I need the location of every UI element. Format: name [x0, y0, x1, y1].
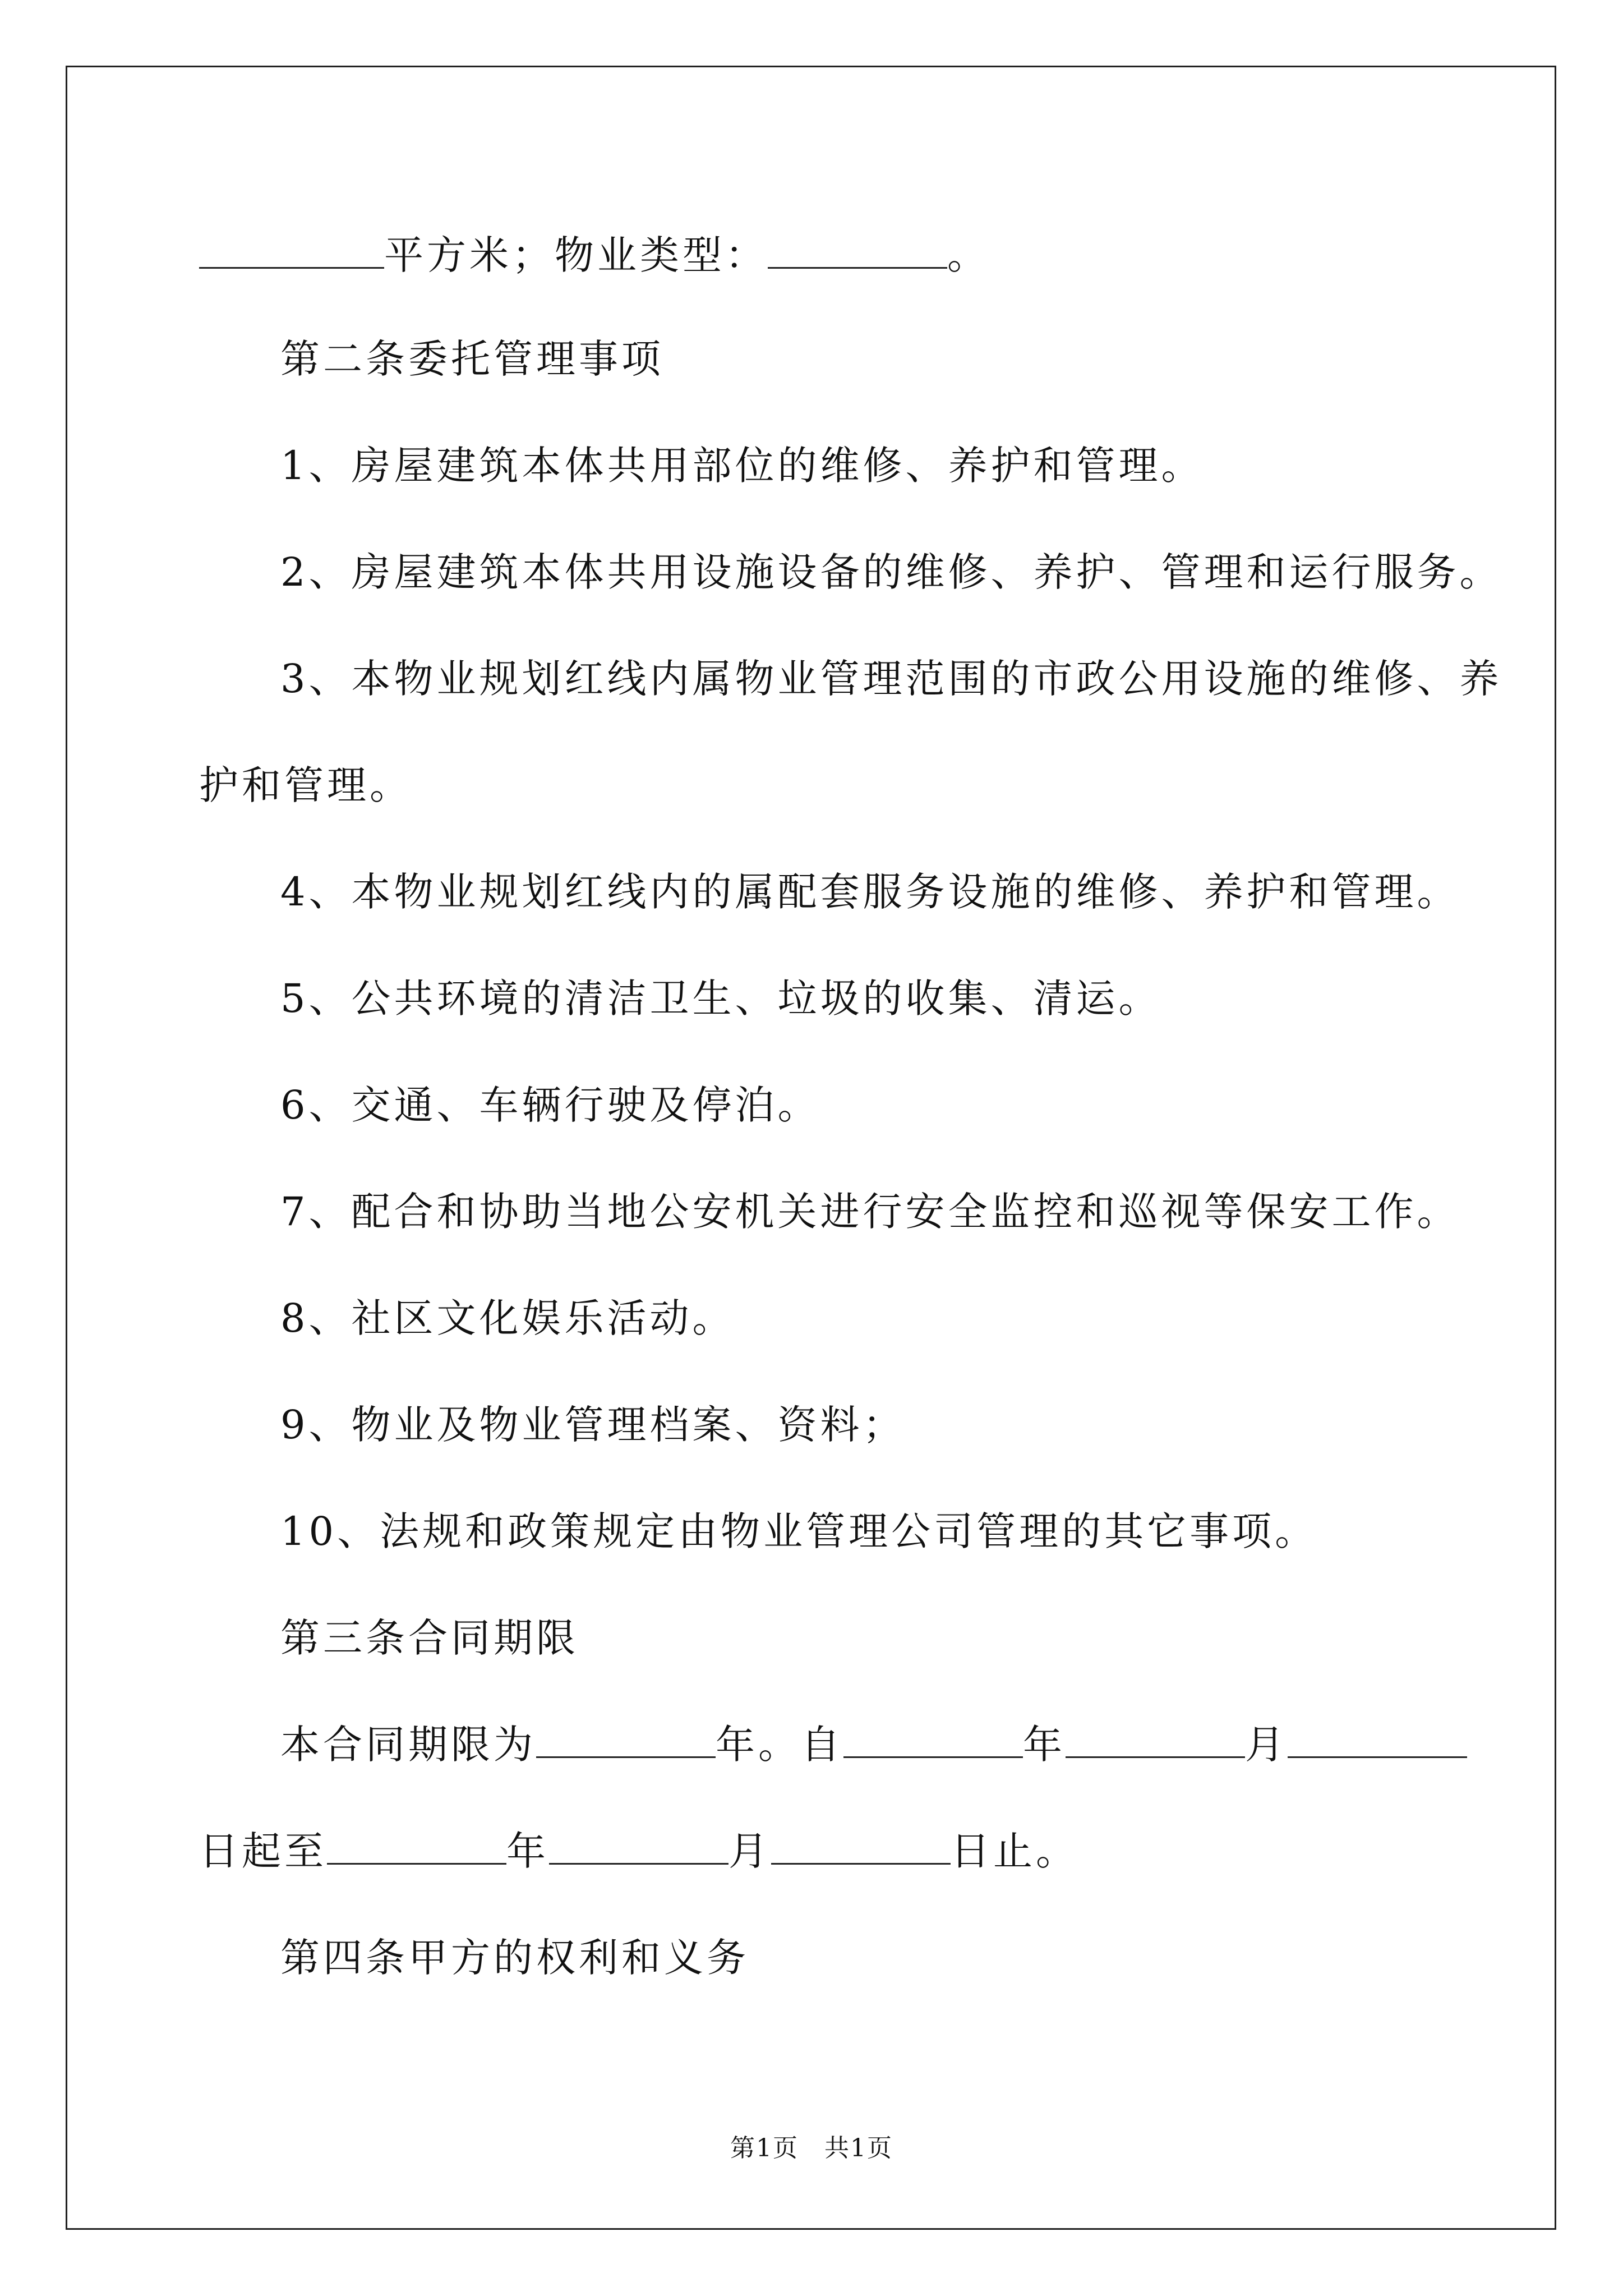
contract-term-line [280, 1717, 1467, 1773]
end-month-blank[interactable] [549, 1828, 728, 1865]
item-8: 8、社区文化娱乐活动。 [280, 1295, 735, 1341]
item-1: 1、房屋建筑本体共用部位的维修、养护和管理。 [280, 443, 1204, 489]
end-year-label: 年 [506, 1828, 549, 1874]
property-type-blank[interactable] [768, 232, 947, 269]
item-7: 7、配合和协助当地公安机关进行安全监控和巡视等保安工作。 [280, 1189, 1460, 1235]
item-2: 2、房屋建筑本体共用设施设备的维修、养护、管理和运行服务。 [280, 549, 1502, 595]
line-end-mark: 。 [947, 232, 990, 278]
area-type-text: 平方米；物业类型： [384, 232, 768, 278]
end-month-label: 月 [728, 1828, 771, 1874]
start-year-label: 年 [1023, 1722, 1066, 1768]
area-type-line [199, 227, 990, 283]
term-years-blank[interactable] [536, 1722, 716, 1758]
item-3: 3、本物业规划红线内属物业管理范围的市政公用设施的维修、养 [280, 656, 1502, 702]
area-blank[interactable] [199, 232, 384, 269]
start-month-blank[interactable] [1066, 1722, 1245, 1758]
contract-end-line [199, 1823, 1078, 1879]
start-month-label: 月 [1245, 1722, 1288, 1768]
item-6: 6、交通、车辆行驶及停泊。 [280, 1082, 820, 1128]
item-5: 5、公共环境的清洁卫生、垃圾的收集、清运。 [280, 976, 1161, 1022]
end-day-blank[interactable] [771, 1828, 951, 1865]
term-from-text: 年。自 [716, 1722, 843, 1768]
article-4-heading: 第四条甲方的权利和义务 [280, 1935, 749, 1981]
item-4: 4、本物业规划红线内的属配套服务设施的维修、养护和管理。 [280, 869, 1460, 915]
article-3-heading: 第三条合同期限 [280, 1615, 579, 1661]
page-frame [66, 66, 1556, 2230]
article-2-heading: 第二条委托管理事项 [280, 336, 664, 382]
item-10: 10、法规和政策规定由物业管理公司管理的其它事项。 [280, 1508, 1318, 1554]
item-3-continued: 护和管理。 [199, 762, 412, 808]
end-suffix: 日止。 [951, 1828, 1078, 1874]
start-day-blank[interactable] [1288, 1722, 1467, 1758]
end-year-blank[interactable] [327, 1828, 506, 1865]
item-9: 9、物业及物业管理档案、资料； [280, 1402, 906, 1448]
page-number: 第1页 共1页 [730, 2134, 893, 2162]
start-year-blank[interactable] [843, 1722, 1023, 1758]
end-prefix: 日起至 [199, 1828, 327, 1874]
term-prefix: 本合同期限为 [280, 1722, 536, 1768]
